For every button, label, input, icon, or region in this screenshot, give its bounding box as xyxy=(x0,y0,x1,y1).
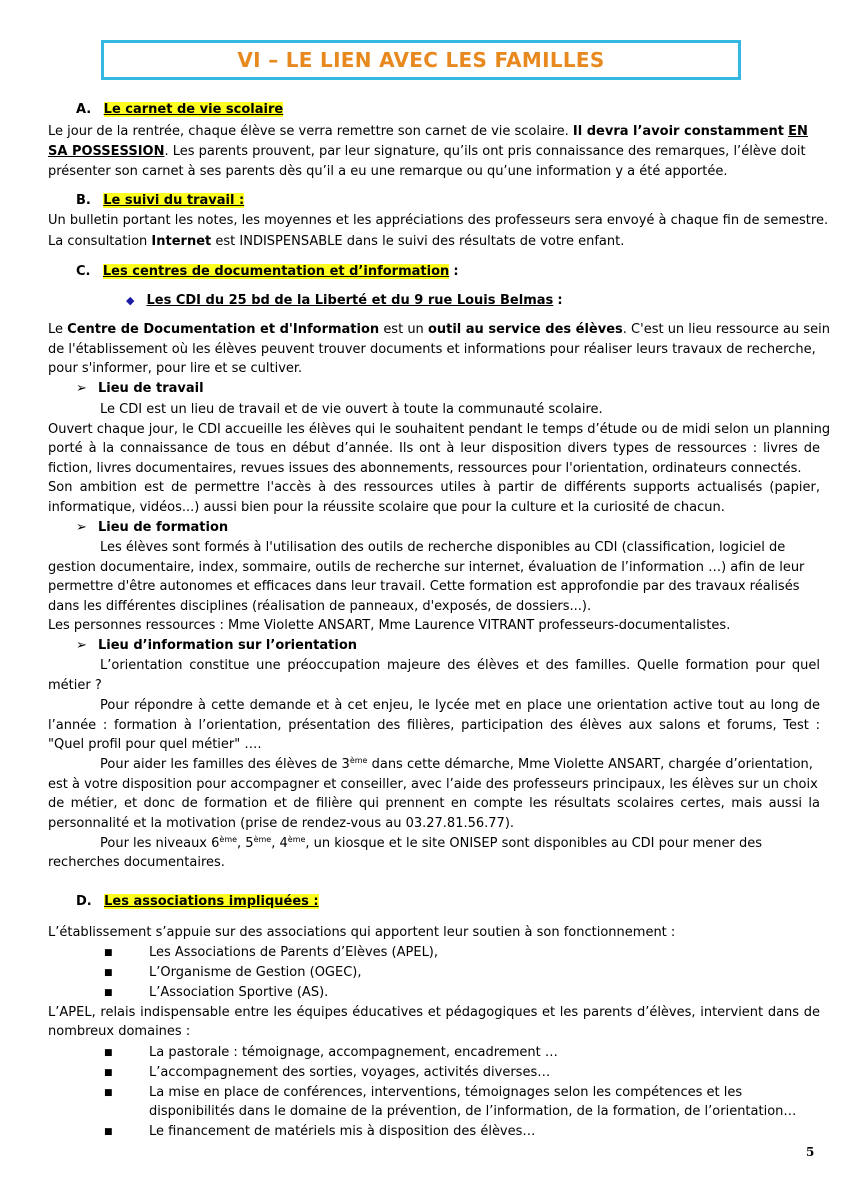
orientation-line-7: est à votre disposition pour accompagner et conseiller, avec l’aide des professeurs principaux, les élèves sur un choix xyxy=(48,777,818,792)
text: La consultation xyxy=(48,234,148,249)
section-c-title: Les centres de documentation et d’information xyxy=(102,264,450,279)
section-a-line-2 xyxy=(48,144,820,160)
cdi-intro-line-3: pour s'informer, pour lire et se cultiver. xyxy=(48,361,303,376)
text: L’Association Sportive (AS). xyxy=(149,985,329,1000)
list-item xyxy=(104,1045,848,1061)
text: Le xyxy=(48,322,64,337)
list-item xyxy=(104,1065,848,1081)
orientation-line-5: "Quel profil pour quel métier" …. xyxy=(48,737,262,752)
text: . Les parents prouvent, par leur signature, qu’ils ont pris connaissance des remarques, l’élève doit xyxy=(164,144,806,159)
text: La pastorale : témoignage, accompagnement, encadrement … xyxy=(149,1045,558,1060)
text: L’accompagnement des sorties, voyages, activités diverses… xyxy=(149,1065,551,1080)
text: Le jour de la rentrée, chaque élève se verra remettre son carnet de vie scolaire. xyxy=(48,124,569,139)
text-bold-underline: SA POSSESSION xyxy=(48,144,165,159)
colon: : xyxy=(557,293,563,308)
cdi-subheading-text: Les CDI du 25 bd de la Liberté et du 9 rue Louis Belmas xyxy=(146,293,554,308)
list-item-continued: disponibilités dans le domaine de la prévention, de l’information, de la formation, de l’orientation… xyxy=(149,1104,797,1119)
colon: : xyxy=(453,264,459,279)
section-b-line-2 xyxy=(48,234,820,250)
square-bullet-icon: ■ xyxy=(104,1048,113,1058)
list-item xyxy=(104,1124,848,1140)
cdi-intro-line-1 xyxy=(48,322,830,338)
superscript: ème xyxy=(287,835,306,844)
orientation-line-6 xyxy=(100,757,848,773)
section-a-line-1 xyxy=(48,124,820,140)
orientation-line-9: personnalité et la motivation (prise de rendez-vous au 03.27.81.56.77). xyxy=(48,816,515,831)
text: Les Associations de Parents d’Elèves (APEL), xyxy=(149,945,439,960)
formation-line-2: gestion documentaire, index, sommaire, outils de recherche sur internet, évaluation de l’information …) afin de leur xyxy=(48,560,805,575)
travail-line-2: Ouvert chaque jour, le CDI accueille les élèves qui le souhaitent pendant le temps d’étude ou de midi selon un planning xyxy=(48,422,831,437)
section-d-title: Les associations impliquées : xyxy=(104,894,319,909)
square-bullet-icon: ■ xyxy=(104,1068,113,1078)
square-bullet-icon: ■ xyxy=(104,948,113,958)
text: , 5 xyxy=(237,836,254,851)
superscript: ème xyxy=(253,835,272,844)
list-item xyxy=(104,965,848,981)
formation-line-1: Les élèves sont formés à l'utilisation des outils de recherche disponibles au CDI (classification, logiciel de xyxy=(100,540,786,555)
formation-line-4: dans les différentes disciplines (réalisation de panneaux, d'exposés, de dossiers...). xyxy=(48,599,592,614)
square-bullet-icon: ■ xyxy=(104,988,113,998)
title-box xyxy=(101,40,741,80)
square-bullet-icon: ■ xyxy=(104,968,113,978)
text: dans cette démarche, Mme Violette ANSART, chargée d’orientation, xyxy=(367,757,813,772)
travail-title: Lieu de travail xyxy=(98,381,204,396)
text: Pour aider les familles des élèves de 3 xyxy=(100,757,350,772)
section-d-intro: L’établissement s’appuie sur des associations qui apportent leur soutien à son fonctionnement : xyxy=(48,925,676,940)
square-bullet-icon: ■ xyxy=(104,1088,113,1098)
text-bold: Il devra l’avoir constamment xyxy=(572,124,784,139)
orientation-title: Lieu d’information sur l’orientation xyxy=(98,638,358,653)
text: La mise en place de conférences, interventions, témoignages selon les compétences et les xyxy=(149,1085,743,1100)
section-d-letter: D. xyxy=(76,894,92,909)
travail-line-6: informatique, vidéos...) aussi bien pour la réussite scolaire que pour la culture et la curiosité de chacun. xyxy=(48,500,725,515)
text-bold-underline: EN xyxy=(788,124,808,139)
orientation-line-4: l’année : formation à l’orientation, présentation des filières, participation des élèves aux salons et forums, Test : xyxy=(48,718,820,733)
section-a-letter: A. xyxy=(76,102,92,117)
text: L’Organisme de Gestion (OGEC), xyxy=(149,965,362,980)
formation-line-3: permettre d'être autonomes et efficaces dans leur travail. Cette formation est approfondie par des travaux réalisés xyxy=(48,579,800,594)
text: est un xyxy=(383,322,424,337)
superscript: ème xyxy=(219,835,238,844)
orientation-line-10 xyxy=(100,836,848,852)
arrow-right-icon: ➢ xyxy=(76,381,87,396)
section-d-heading xyxy=(76,894,848,910)
text-bold: outil au service des élèves xyxy=(427,322,623,337)
formation-title: Lieu de formation xyxy=(98,520,229,535)
cdi-intro-line-2: de l'établissement où les élèves peuvent trouver documents et informations pour réaliser leurs travaux de recherche, xyxy=(48,342,816,357)
section-b-line-1: Un bulletin portant les notes, les moyennes et les appréciations des professeurs sera envoyé à chaque fin de semestre. xyxy=(48,213,829,228)
orientation-line-3: Pour répondre à cette demande et à cet enjeu, le lycée met en place une orientation active tout au long de xyxy=(100,698,820,713)
text-bold: Internet xyxy=(151,234,212,249)
cdi-subheading xyxy=(126,293,848,309)
orientation-line-1: L’orientation constitue une préoccupation majeure des élèves et des familles. Quelle formation pour quel xyxy=(100,658,820,673)
list-item xyxy=(104,1085,820,1101)
travail-line-3: porté à la connaissance de tous en début d’année. Ils ont à leur disposition divers types de ressources : livres de xyxy=(48,441,820,456)
superscript: ème xyxy=(349,756,368,765)
arrow-right-icon: ➢ xyxy=(76,638,87,653)
text: Pour les niveaux 6 xyxy=(100,836,220,851)
arrow-right-icon: ➢ xyxy=(76,520,87,535)
section-c-letter: C. xyxy=(76,264,91,279)
section-b-letter: B. xyxy=(76,193,91,208)
text: , 4 xyxy=(271,836,288,851)
section-a-line-3: présenter son carnet à ses parents dès qu’il a eu une remarque ou qu’une information y a été apportée. xyxy=(48,164,728,179)
travail-heading xyxy=(76,381,848,397)
list-item xyxy=(104,985,848,1001)
list-item xyxy=(104,945,848,961)
page-title: VI – LE LIEN AVEC LES FAMILLES xyxy=(237,48,605,72)
section-b-heading xyxy=(76,193,848,209)
text: est INDISPENSABLE dans le suivi des résultats de votre enfant. xyxy=(215,234,625,249)
diamond-icon: ◆ xyxy=(126,294,135,307)
text: . C'est un lieu ressource au sein xyxy=(622,322,830,337)
section-a-heading xyxy=(76,102,848,118)
text: , un kiosque et le site ONISEP sont disponibles au CDI pour mener des xyxy=(305,836,762,851)
section-c-heading xyxy=(76,264,848,280)
formation-line-5: Les personnes ressources : Mme Violette ANSART, Mme Laurence VITRANT professeurs-documentalistes. xyxy=(48,618,731,633)
formation-heading xyxy=(76,520,848,536)
apel-line-1: L’APEL, relais indispensable entre les équipes éducatives et pédagogiques et les parents d’élèves, intervient dans de xyxy=(48,1005,820,1020)
orientation-line-2: métier ? xyxy=(48,678,102,693)
orientation-line-11: recherches documentaires. xyxy=(48,855,225,870)
orientation-line-8: de métier, et donc de formation et de filière qui prennent en compte les résultats scolaires certes, mais aussi la xyxy=(48,796,820,811)
apel-line-2: nombreux domaines : xyxy=(48,1024,191,1039)
text-bold: Centre de Documentation et d'Information xyxy=(67,322,380,337)
travail-line-4: fiction, livres documentaires, revues issues des abonnements, ressources pour l'orientation, ordinateurs connectés. xyxy=(48,461,802,476)
text: Le financement de matériels mis à disposition des élèves… xyxy=(149,1124,536,1139)
section-a-title: Le carnet de vie scolaire xyxy=(103,102,284,117)
travail-line-1: Le CDI est un lieu de travail et de vie ouvert à toute la communauté scolaire. xyxy=(100,402,603,417)
section-b-title: Le suivi du travail : xyxy=(103,193,245,208)
square-bullet-icon: ■ xyxy=(104,1127,113,1137)
travail-line-5: Son ambition est de permettre l'accès à des ressources utiles à partir de différents supports actualisés (papier, xyxy=(48,480,820,495)
page-number: 5 xyxy=(806,1145,815,1159)
orientation-heading xyxy=(76,638,848,654)
